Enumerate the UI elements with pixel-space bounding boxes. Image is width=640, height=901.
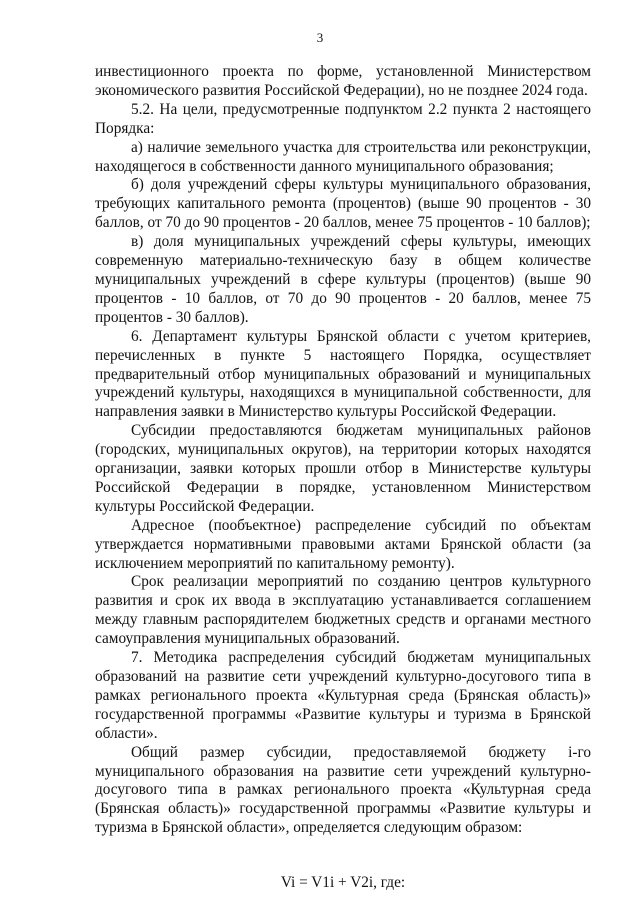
paragraph-5-2-v: в) доля муниципальных учреждений сферы культуры, имеющих современную материально-техническую базу в общем количестве муниципальных учреждений в сфере культуры (процентов) (выше 90 процентов - 10 баллов, от 70 до 90 процентов - 20 баллов, менее 75 процентов - 30 баллов). bbox=[95, 233, 591, 326]
paragraph-5-2-a: а) наличие земельного участка для строительства или реконструкции, находящегося в собственности данного муниципального образования; bbox=[95, 138, 591, 175]
page-number: 3 bbox=[316, 30, 324, 45]
document-body bbox=[95, 63, 591, 893]
paragraph-5-2-b: б) доля учреждений сферы культуры муниципального образования, требующих капитального ремонта (процентов) (выше 90 процентов - 30 баллов, от 70 до 90 процентов - 20 баллов, менее 75 процентов - 10 баллов); bbox=[95, 176, 591, 232]
paragraph-7: 7. Методика распределения субсидий бюджетам муниципальных образований на развитие сети учреждений культурно-досугового типа в рамках регионального проекта «Культурная среда (Брянская область)» государственной программы «Развитие культуры и туризма в Брянской области». bbox=[95, 649, 591, 742]
paragraph-subsidies: Субсидии предоставляются бюджетам муниципальных районов (городских, муниципальных округов), на территории которых находятся организации, заявки которых прошли отбор в Министерстве культуры Российской Федерации в порядке, установленном Министерством культуры Российской Федерации. bbox=[95, 422, 591, 515]
paragraph-5-2: 5.2. На цели, предусмотренные подпунктом 2.2 пункта 2 настоящего Порядка: bbox=[95, 100, 591, 137]
paragraph-implementation-term: Срок реализации мероприятий по созданию центров культурного развития и срок их ввода в эксплуатацию устанавливается соглашением между главным распорядителем бюджетных средств и органами местного самоуправления муниципальных образований. bbox=[95, 573, 591, 648]
paragraph-address-distribution: Адресное (пообъектное) распределение субсидий по объектам утверждается нормативными правовыми актами Брянской области (за исключением мероприятий по капитальному ремонту). bbox=[95, 516, 591, 572]
paragraph-total-subsidy: Общий размер субсидии, предоставляемой бюджету i-го муниципального образования на развитие сети учреждений культурно-досугового типа в рамках регионального проекта «Культурная среда (Брянская область)» государственной программы «Развитие культуры и туризма в Брянской области», определяется следующим образом: bbox=[95, 743, 591, 837]
paragraph-6: 6. Департамент культуры Брянской области с учетом критериев, перечисленных в пункте 5 настоящего Порядка, осуществляет предварительный отбор муниципальных образований и муниципальных учреждений культуры, находящихся в муниципальной собственности, для направления заявки в Министерство культуры Российской Федерации. bbox=[95, 327, 591, 421]
formula: Vi = V1i + V2i, где: bbox=[280, 874, 406, 892]
paragraph-investment-project: инвестиционного проекта по форме, установленной Министерством экономического развития Российской Федерации), но не позднее 2024 года. bbox=[95, 63, 591, 99]
